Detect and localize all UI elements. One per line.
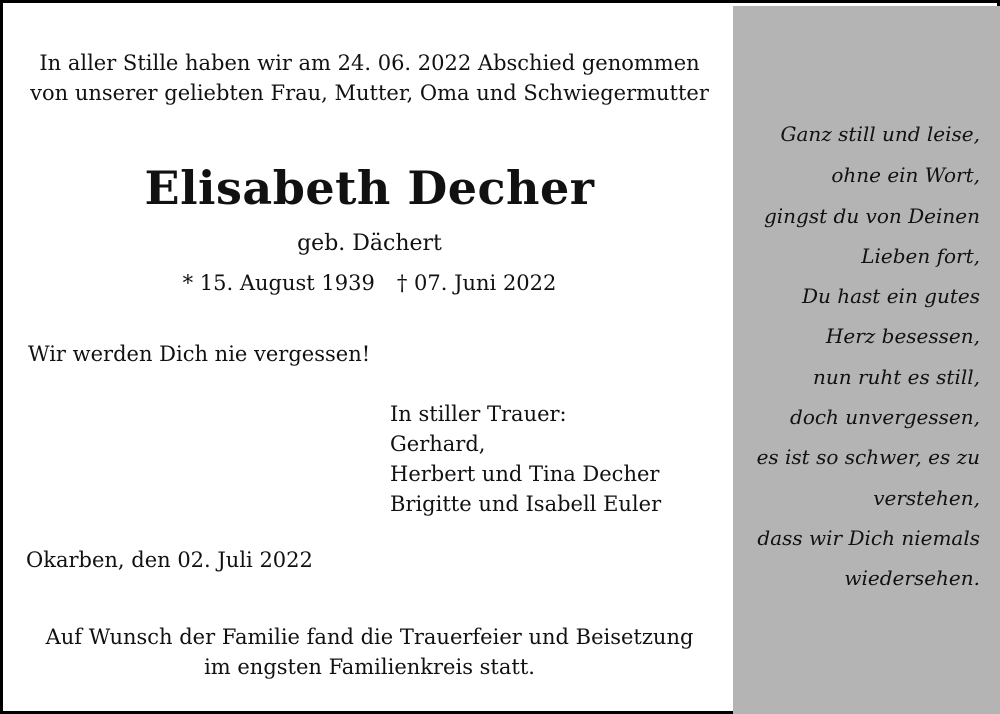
poem-line: gingst du von Deinen [763, 204, 980, 228]
poem-line: Lieben fort, [861, 244, 980, 268]
birth-date: * 15. August 1939 [182, 271, 375, 295]
poem-line: Ganz still und leise, [780, 122, 980, 146]
intro-line-1: In aller Stille haben wir am 24. 06. 2022 Abschied genommen [39, 51, 700, 75]
poem-line: Du hast ein gutes [801, 284, 980, 308]
mourners-heading: In stiller Trauer: [390, 402, 567, 426]
poem-line: es ist so schwer, es zu [756, 445, 980, 469]
poem-line: Herz besessen, [825, 324, 980, 348]
poem-line: doch unvergessen, [790, 405, 980, 429]
funeral-note-line-1: Auf Wunsch der Familie fand die Trauerfeier und Beisetzung [45, 625, 694, 649]
remembrance-text: Wir werden Dich nie vergessen! [28, 342, 371, 366]
mourner-line: Gerhard, [390, 432, 486, 456]
maiden-name: geb. Dächert [297, 231, 442, 256]
mourner-line: Herbert und Tina Decher [390, 462, 660, 486]
poem-line: ohne ein Wort, [831, 163, 980, 187]
poem-line: nun ruht es still, [812, 365, 980, 389]
notice-main-panel [6, 6, 733, 714]
poem-line: wiedersehen. [844, 566, 980, 590]
funeral-note-line-2: im engsten Familienkreis statt. [204, 655, 535, 679]
mourner-line: Brigitte und Isabell Euler [390, 492, 662, 516]
poem-line: verstehen, [873, 486, 980, 510]
intro-line-2: von unserer geliebten Frau, Mutter, Oma und Schwiegermutter [30, 81, 709, 105]
deceased-name: Elisabeth Decher [144, 161, 595, 215]
poem-sidebar [733, 6, 1000, 714]
life-dates [6, 269, 733, 297]
poem-line: dass wir Dich niemals [757, 526, 980, 550]
place-date: Okarben, den 02. Juli 2022 [26, 548, 313, 572]
death-date: † 07. Juni 2022 [396, 271, 557, 295]
